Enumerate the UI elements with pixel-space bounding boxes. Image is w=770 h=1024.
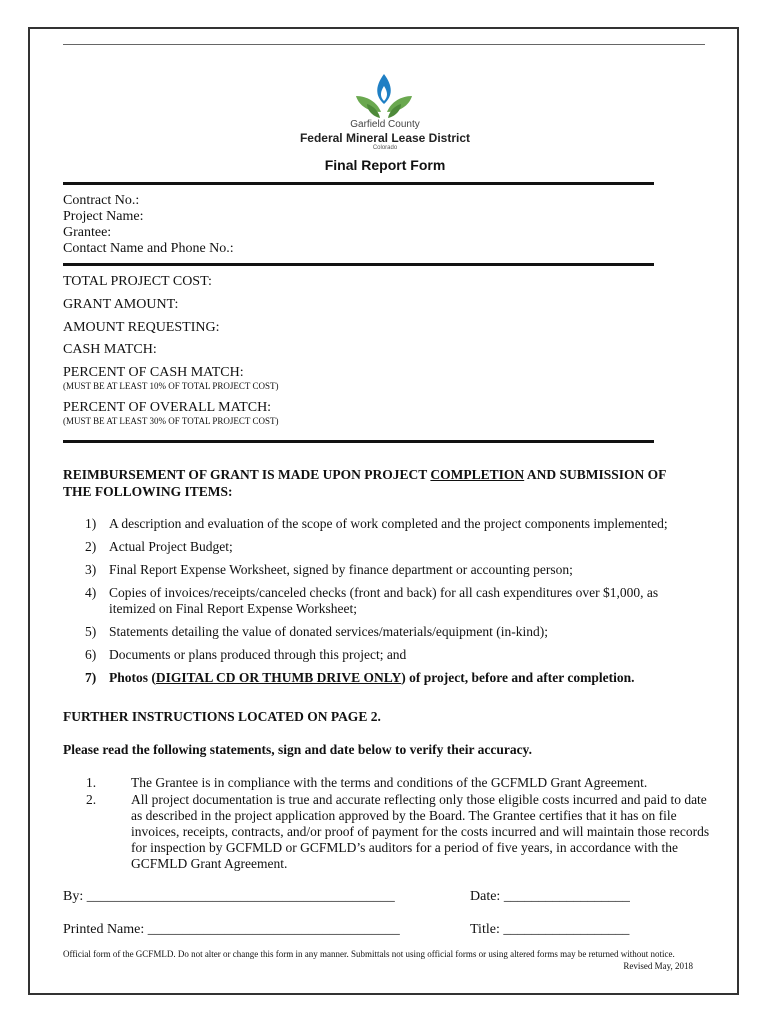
leaf-flame-logo-icon bbox=[355, 72, 413, 122]
grantee-field: Grantee: bbox=[63, 225, 112, 240]
grant-amount-field: GRANT AMOUNT: bbox=[63, 297, 179, 312]
top-rule bbox=[63, 44, 705, 45]
signature-by-field[interactable]: By: ____________________________________________ bbox=[63, 889, 395, 904]
logo-county: Garfield County bbox=[350, 119, 420, 130]
logo-tagline: Colorado bbox=[372, 145, 398, 151]
percent-overall-note: (MUST BE AT LEAST 30% OF TOTAL PROJECT COST) bbox=[63, 416, 279, 426]
cost-rule bbox=[63, 440, 654, 443]
revision-date: Revised May, 2018 bbox=[623, 961, 693, 971]
contract-field: Contract No.: bbox=[63, 193, 140, 208]
logo-district: Federal Mineral Lease District bbox=[299, 131, 471, 145]
header-rule bbox=[63, 263, 654, 266]
form-title: Final Report Form bbox=[324, 157, 446, 173]
project-name-field: Project Name: bbox=[63, 209, 144, 224]
verify-instructions: Please read the following statements, sign and date below to verify their accuracy. bbox=[63, 742, 532, 757]
percent-overall-field: PERCENT OF OVERALL MATCH: bbox=[63, 400, 272, 415]
percent-cash-note: (MUST BE AT LEAST 10% OF TOTAL PROJECT COST) bbox=[63, 381, 279, 391]
reimbursement-heading: REIMBURSEMENT OF GRANT IS MADE UPON PROJECT COMPLETION AND SUBMISSION OF bbox=[63, 467, 667, 482]
footer bbox=[63, 948, 693, 971]
title-rule bbox=[63, 182, 654, 185]
further-instructions: FURTHER INSTRUCTIONS LOCATED ON PAGE 2. bbox=[63, 709, 381, 724]
signature-date-field[interactable]: Date: __________________ bbox=[470, 889, 630, 904]
footer-note: Official form of the GCFMLD. Do not alter or change this form in any manner. Submittals not using official forms or using altered forms may be returned without notice. bbox=[63, 949, 675, 959]
contact-field: Contact Name and Phone No.: bbox=[63, 241, 234, 256]
reimbursement-heading-line2: THE FOLLOWING ITEMS: bbox=[63, 484, 233, 499]
printed-name-field[interactable]: Printed Name: ____________________________________ bbox=[63, 922, 400, 937]
percent-cash-field: PERCENT OF CASH MATCH: bbox=[63, 365, 244, 380]
total-cost-field: TOTAL PROJECT COST: bbox=[63, 274, 212, 289]
title-field[interactable]: Title: __________________ bbox=[470, 922, 630, 937]
cash-match-field: CASH MATCH: bbox=[63, 342, 157, 357]
amount-requesting-field: AMOUNT REQUESTING: bbox=[63, 320, 220, 335]
